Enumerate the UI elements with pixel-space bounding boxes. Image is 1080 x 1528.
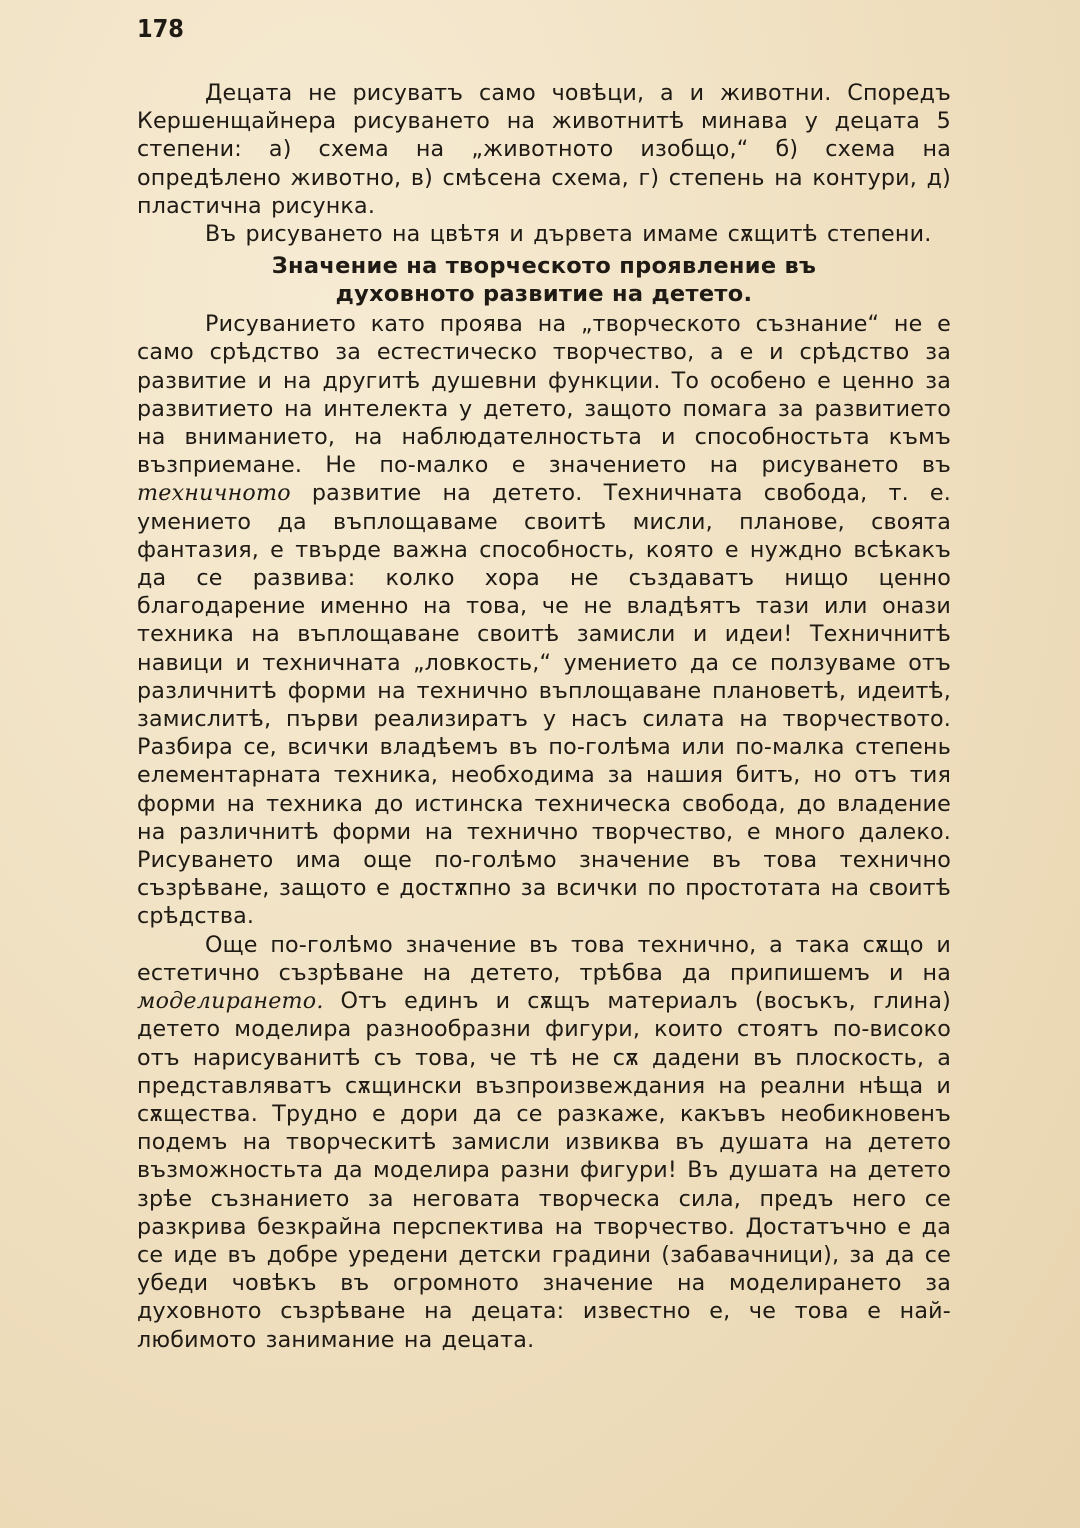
paragraph-animals: Децата не рисуватъ само човѣци, а и животни. Споредъ Кершенщайнера рисуването на животнитѣ минава у децата 5 степени: а) схема на „животното изобщо,“ б) схема на опредѣлено животно, в) смѣсена схема, г) степень на контури, д) пластична рисунка.: [137, 80, 951, 219]
paragraph-drawing-significance: [137, 310, 951, 930]
paragraph-drawing-text: Рисуванието като проява на „творческото съзнание“ не е само срѣдство за естестическо творчество, а е и срѣдство за развитие и на другитѣ душевни функции. То особено е ценно за развитието на интелекта у детето, защото помага за развитието на вниманието, на наблюдателностьта и способностьта къмъ възприемане. Не по-малко е значението на рисуването въ: [137, 311, 951, 479]
paragraph-modeling-text: Още по-голѣмо значение въ това технично, а така сѫщо и естетично съзрѣване на детето, трѣбва да припишемъ и на: [137, 931, 951, 986]
body-text: [137, 79, 951, 1354]
paragraph-modeling: [137, 931, 951, 1354]
section-heading-line-2: духовното развитие на детето.: [335, 281, 753, 308]
section-heading: [137, 252, 951, 308]
section-heading-line-1: Значение на творческото проявление въ: [271, 253, 817, 280]
paragraph-modeling-text-cont: Отъ единъ и сѫщъ материалъ (восъкъ, глина) детето моделира разнообразни фигури, които стоятъ по-високо отъ нарисуванитѣ съ това, че тѣ не сѫ дадени въ плоскость, а представляватъ сѫщински възпроизвеждания на реални нѣща и сѫщества. Трудно е дори да се разкаже, какъвъ необикновенъ подемъ на творческитѣ замисли извиква въ душата на детето възможностьта да моделира разни фигури! Въ душата на детето зрѣе съзнанието за неговата творческа сила, предъ него се разкрива безкрайна перспектива на творчество. Достатъчно е да се иде въ добре уредени детски градини (забавачници), за да се убеди човѣкъ въ огромното значение на моделирането за духовното съзрѣване на децата: известно е, че това е най-любимото занимание на децата.: [137, 988, 951, 1353]
paragraph-drawing-text-cont: развитие на детето. Техничната свобода, т. е. умението да въплощаваме своитѣ мисли, планове, своята фантазия, е твърде важна способность, която е нуждно всѣкакъ да се развива: колко хора не създаватъ нищо ценно благодарение именно на това, че не владѣятъ тази или онази техника на въплощаване своитѣ замисли и идеи! Техничнитѣ навици и техничната „ловкость,“ умението да се ползуваме отъ различнитѣ форми на технично въплощаване плановетѣ, идеитѣ, замислитѣ, първи реализиратъ у насъ силата на творчеството. Разбира се, всички владѣемъ въ по-голѣма или по-малка степень елементарната техника, необходима за нашия битъ, но отъ тия форми на техника до истинска техническа свобода, до владение на различнитѣ форми на технично творчество, е много далеко. Рисуването има още по-голѣмо значение въ това технично съзрѣване, защото е достѫпно за всички по простотата на своитѣ срѣдства.: [137, 480, 951, 930]
emphasis-modeling: моделирането.: [137, 988, 324, 1015]
page-number: 178: [137, 14, 184, 43]
paragraph-flowers-trees: Въ рисуването на цвѣтя и дървета имаме сѫщитѣ степени.: [205, 221, 932, 248]
emphasis-technical: техничното: [137, 480, 291, 507]
